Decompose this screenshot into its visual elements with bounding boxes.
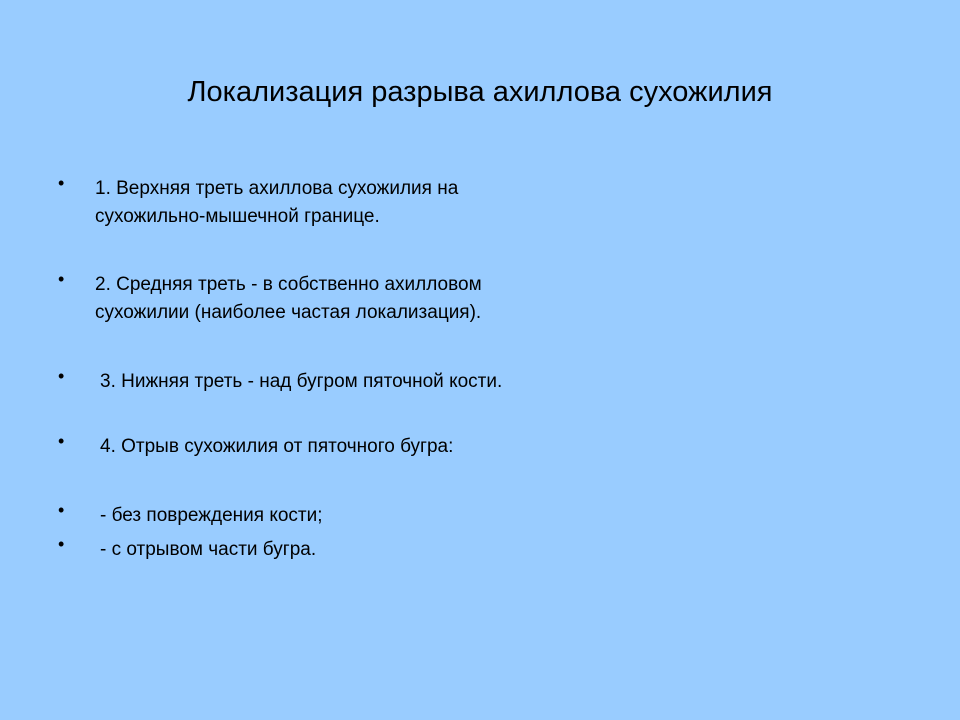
bullet-icon: • [58, 534, 65, 554]
list-item-text: 3. Нижняя треть - над бугром пяточной кости. [100, 371, 503, 392]
list-item-text: - без повреждения кости; [100, 505, 323, 526]
list-item-text: 4. Отрыв сухожилия от пяточного бугра: [100, 436, 454, 457]
bullet-icon: • [58, 173, 65, 193]
slide-title: Локализация разрыва ахиллова сухожилия [187, 76, 773, 108]
bullet-icon: • [58, 269, 65, 289]
list-item-text: 1. Верхняя треть ахиллова сухожилия на сухожильно-мышечной границе. [95, 178, 459, 227]
list-item-text: 2. Средняя треть - в собственно ахилловом сухожилии (наиболее частая локализация). [95, 274, 482, 323]
bullet-icon: • [58, 366, 65, 386]
list-item-text: - с отрывом части бугра. [100, 539, 317, 560]
bullet-icon: • [58, 431, 65, 451]
bullet-icon: • [58, 500, 65, 520]
